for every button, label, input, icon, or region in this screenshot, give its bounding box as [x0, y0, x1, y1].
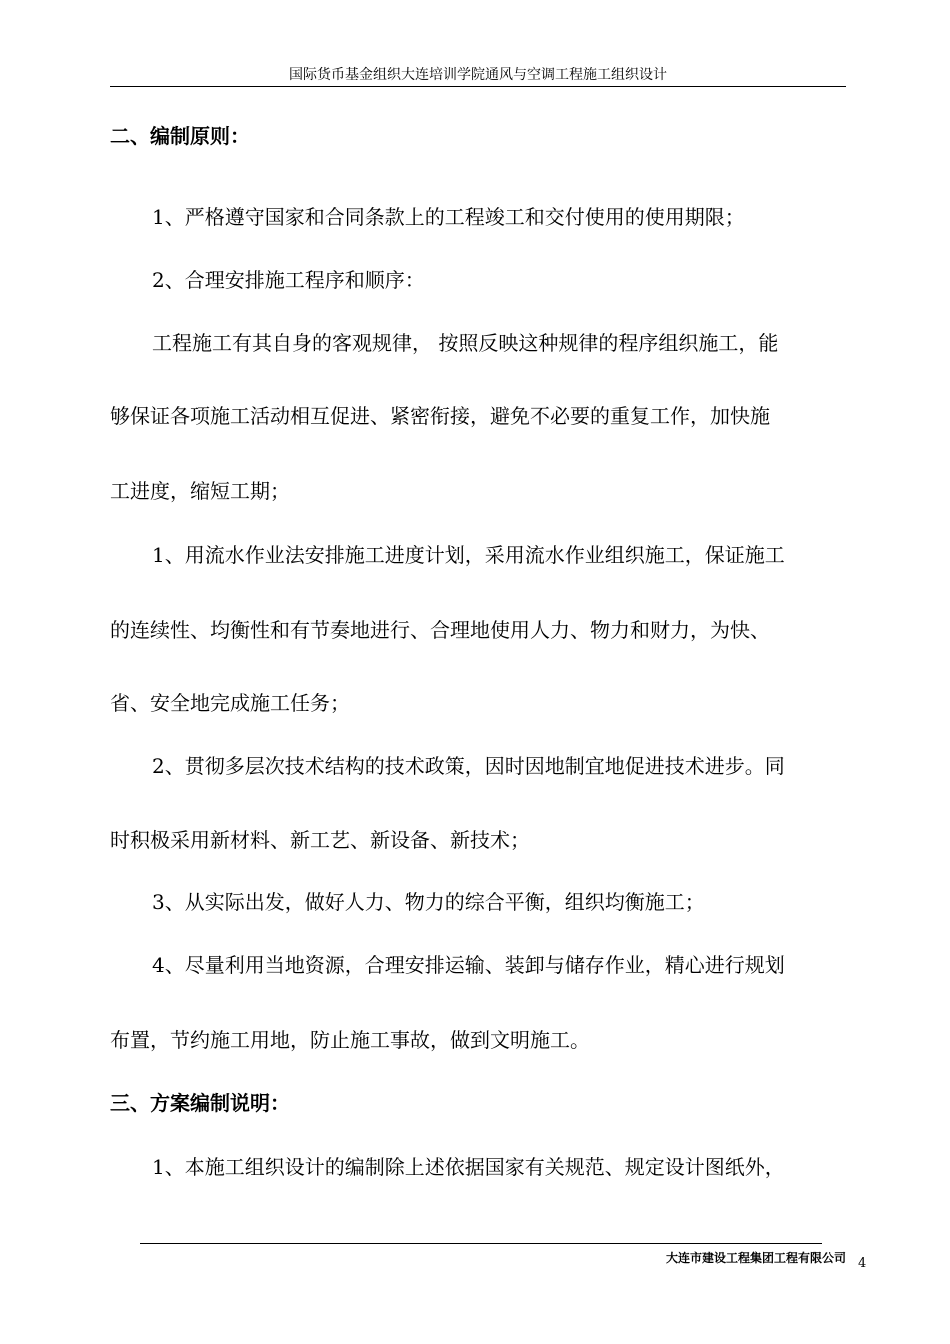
paragraph-line: 工进度，缩短工期；: [110, 479, 290, 503]
paragraph-line: 时积极采用新材料、新工艺、新设备、新技术；: [110, 828, 530, 852]
footer-company-name: 大连市建设工程集团工程有限公司: [665, 1251, 846, 1265]
paragraph-line: 1、严格遵守国家和合同条款上的工程竣工和交付使用的使用期限；: [152, 205, 745, 229]
paragraph-line: 2、合理安排施工程序和顺序：: [152, 268, 425, 292]
header-divider: [110, 86, 846, 87]
paragraph-line: 3、从实际出发，做好人力、物力的综合平衡，组织均衡施工；: [152, 890, 705, 914]
page-header-title: 国际货币基金组织大连培训学院通风与空调工程施工组织设计: [289, 67, 667, 83]
paragraph-line: 2、贯彻多层次技术结构的技术政策，因时因地制宜地促进技术进步。同: [152, 754, 785, 778]
paragraph-line: 1、本施工组织设计的编制除上述依据国家有关规范、规定设计图纸外，: [152, 1155, 785, 1179]
section-heading-principles: 二、编制原则：: [110, 124, 250, 148]
page-number: 4: [858, 1256, 867, 1271]
paragraph-line: 省、安全地完成施工任务；: [110, 691, 350, 715]
paragraph-line: 够保证各项施工活动相互促进、紧密衔接，避免不必要的重复工作，加快施: [110, 404, 770, 428]
footer-divider: [140, 1243, 822, 1244]
paragraph-line: 工程施工有其自身的客观规律， 按照反映这种规律的程序组织施工，能: [152, 331, 779, 355]
paragraph-line: 4、尽量利用当地资源，合理安排运输、装卸与储存作业，精心进行规划: [152, 953, 785, 977]
paragraph-line: 的连续性、均衡性和有节奏地进行、合理地使用人力、物力和财力，为快、: [110, 618, 770, 642]
paragraph-line: 1、用流水作业法安排施工进度计划，采用流水作业组织施工，保证施工: [152, 543, 785, 567]
section-heading-plan: 三、方案编制说明：: [110, 1091, 290, 1115]
paragraph-line: 布置，节约施工用地，防止施工事故，做到文明施工。: [110, 1028, 590, 1052]
